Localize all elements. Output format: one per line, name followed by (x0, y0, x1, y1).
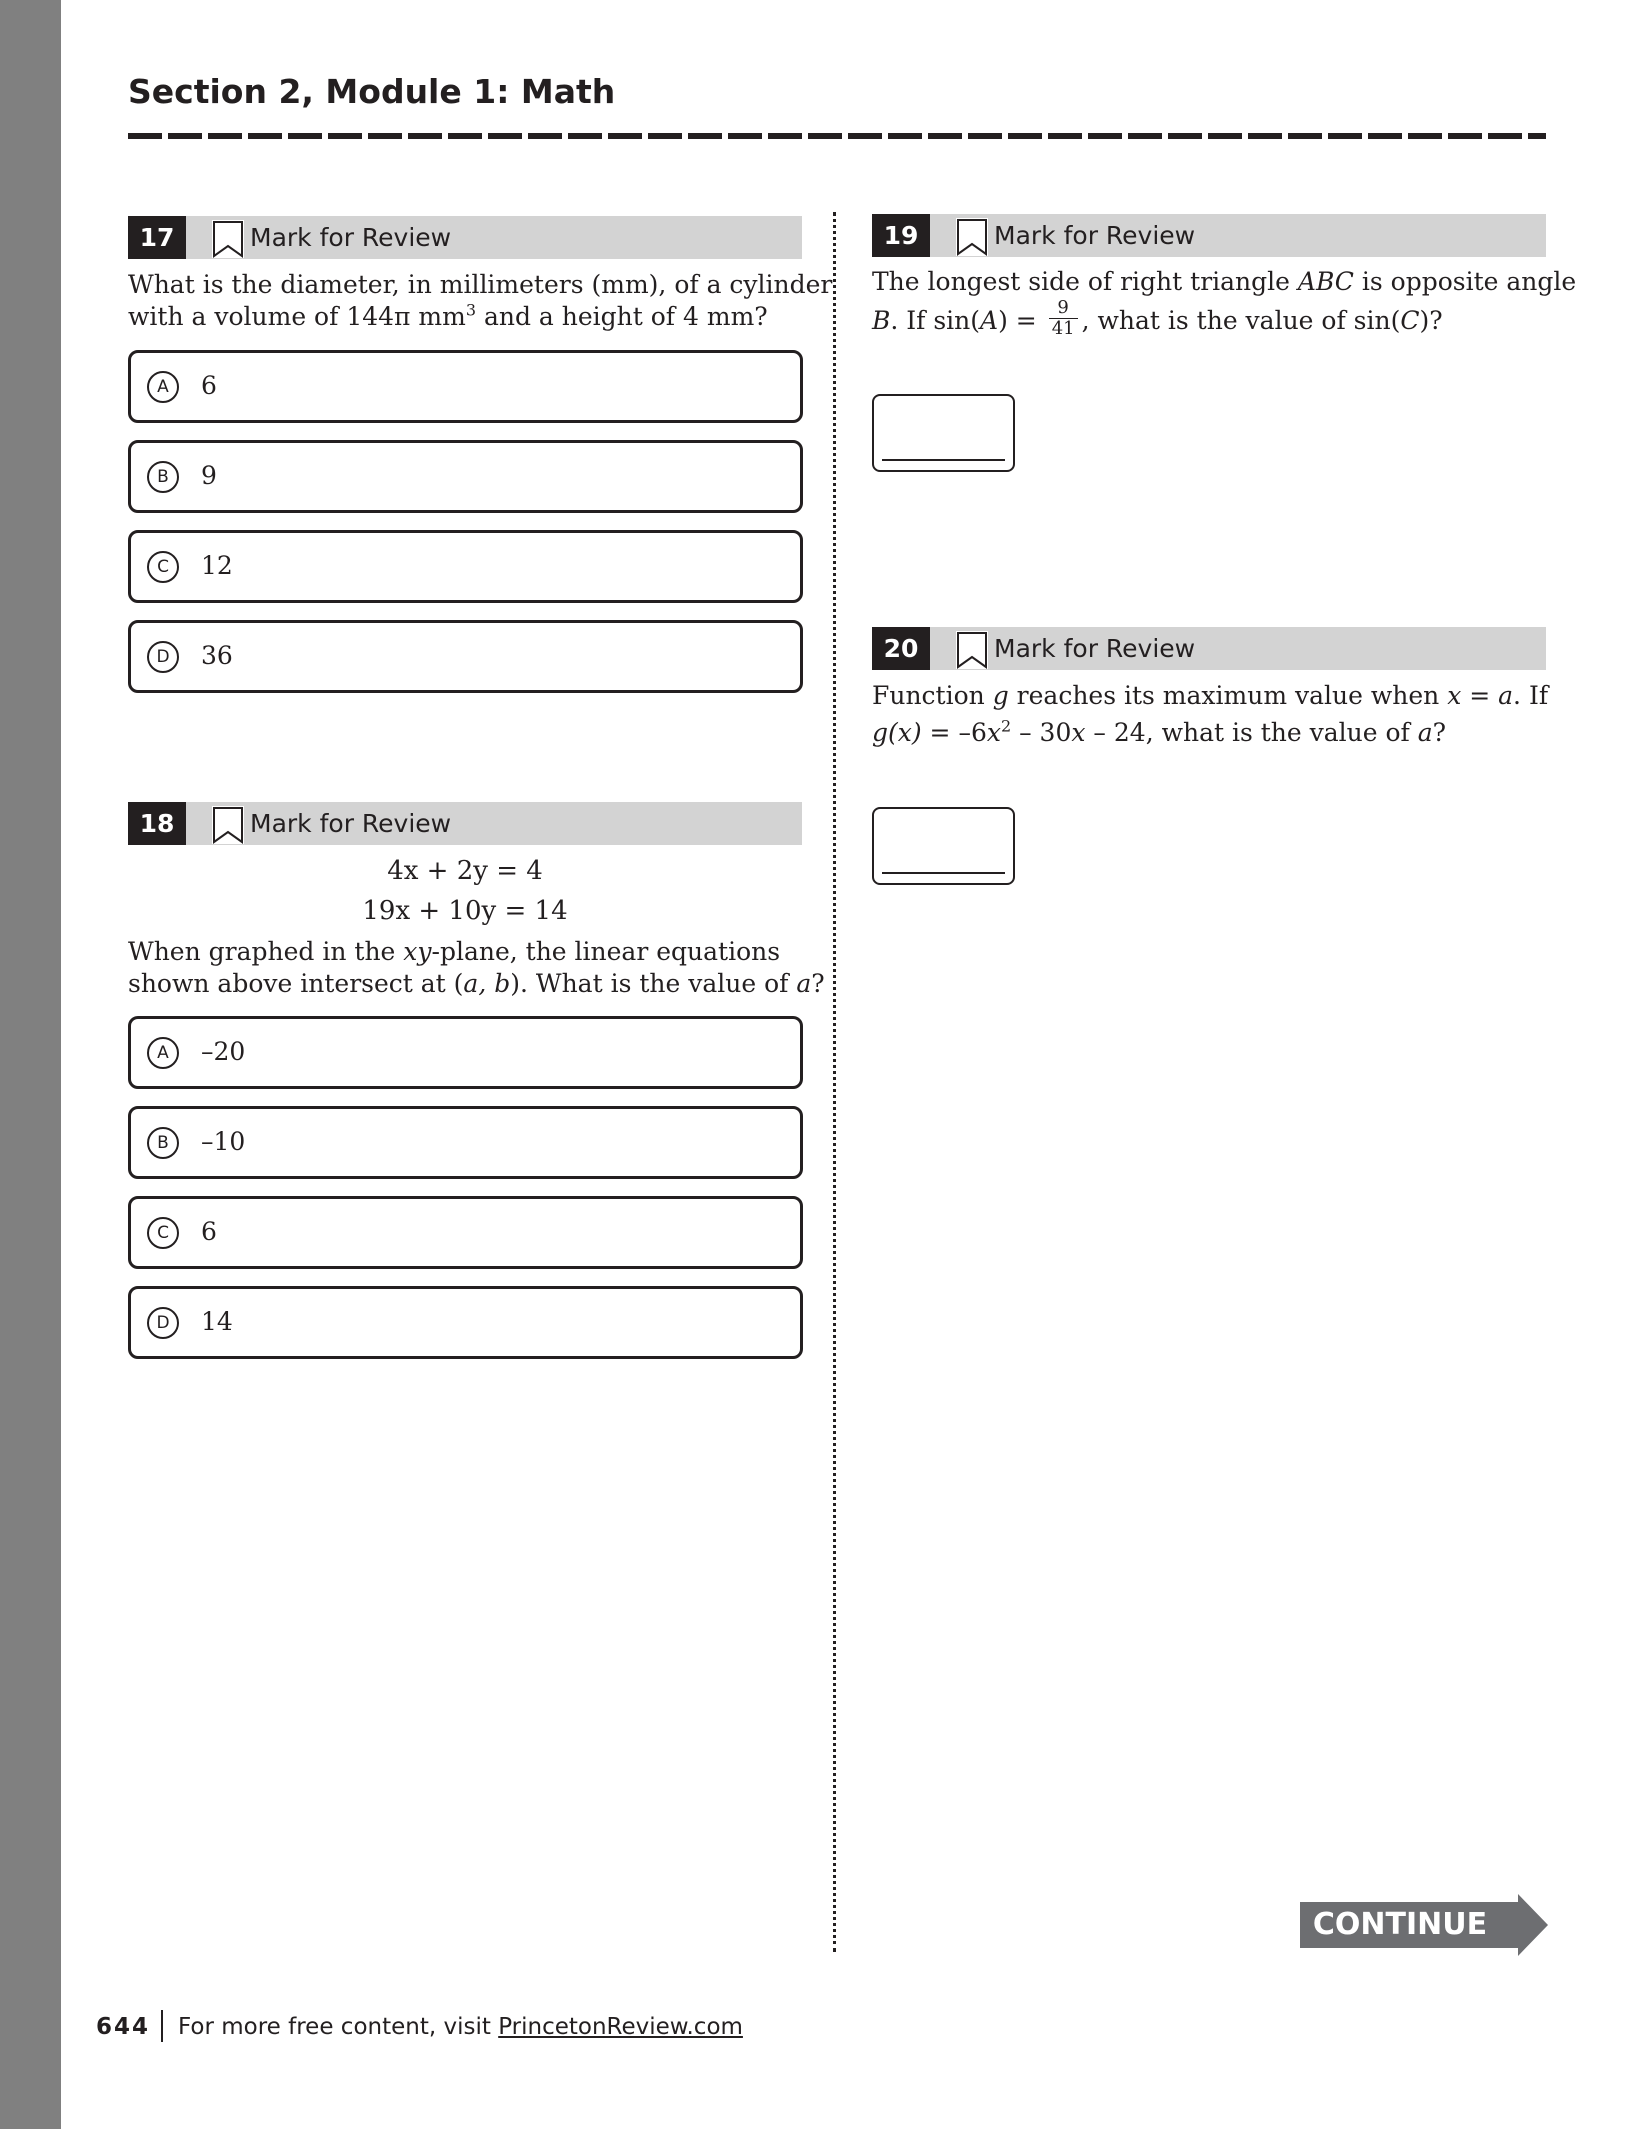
q17-choice-b[interactable] (128, 440, 803, 513)
q19-answer-input[interactable] (872, 394, 1015, 472)
fraction: $\frac{9}{41}$ (1049, 298, 1078, 339)
choice-letter-b: B (147, 1127, 179, 1159)
q18-choice-a[interactable] (128, 1016, 803, 1089)
choice-letter-a: A (147, 371, 179, 403)
q17-stem (128, 269, 832, 333)
bookmark-icon[interactable] (956, 631, 988, 669)
q20-number: 20 (872, 627, 930, 670)
q20-stem (872, 680, 1548, 749)
q18-header (128, 802, 802, 845)
q20-header (872, 627, 1546, 670)
q18-number: 18 (128, 802, 186, 845)
q20-answer-input[interactable] (872, 807, 1015, 885)
choice-text: 14 (201, 1307, 233, 1336)
q19-stem-line2: B. If sin(A) = $\frac{9}{41}$ , what is the value of sin(C)? (872, 297, 1443, 339)
choice-text: 6 (201, 1217, 217, 1246)
choice-letter-d: D (147, 641, 179, 673)
mark-for-review-label[interactable]: Mark for Review (994, 221, 1196, 250)
page-edge-bar (0, 0, 61, 2129)
section-title: Section 2, Module 1: Math (128, 72, 616, 111)
q19-header (872, 214, 1546, 257)
q20-stem-line1: Function g reaches its maximum value when x = a. If (872, 681, 1549, 710)
footer-link[interactable]: PrincetonReview.com (498, 2014, 743, 2040)
choice-letter-b: B (147, 461, 179, 493)
q18-stem-line1: When graphed in the xy-plane, the linear equations (128, 937, 781, 966)
q19-stem-line1: The longest side of right triangle ABC is opposite angle (872, 267, 1577, 296)
mark-for-review-label[interactable]: Mark for Review (250, 223, 452, 252)
q18-stem (128, 936, 825, 1000)
q17-number: 17 (128, 216, 186, 259)
choice-text: –10 (201, 1127, 246, 1156)
mark-for-review-label[interactable]: Mark for Review (994, 634, 1196, 663)
continue-button[interactable] (1300, 1894, 1548, 1956)
q18-choice-b[interactable] (128, 1106, 803, 1179)
column-divider (833, 212, 836, 1952)
choice-letter-c: C (147, 1217, 179, 1249)
q17-stem-line1: What is the diameter, in millimeters (mm), of a cylinder (128, 270, 833, 299)
q17-choice-c[interactable] (128, 530, 803, 603)
choice-text: –20 (201, 1037, 246, 1066)
choice-text: 36 (201, 641, 233, 670)
footer-text: For more free content, visit PrincetonReview.com (178, 2014, 743, 2040)
choice-text: 9 (201, 461, 217, 490)
bookmark-icon[interactable] (956, 218, 988, 256)
continue-label: CONTINUE (1312, 1907, 1488, 1942)
choice-letter-a: A (147, 1037, 179, 1069)
q18-equation-1: 4x + 2y = 4 (387, 856, 543, 886)
footer-separator (161, 2010, 163, 2042)
q17-stem-line2: with a volume of 144π $mm^3$ and a height of 4 mm? (128, 300, 768, 331)
q18-equation-2: 19x + 10y = 14 (362, 896, 568, 926)
header-rule (128, 133, 1546, 139)
choice-text: 12 (201, 551, 233, 580)
page-number: 644 (96, 2014, 151, 2040)
q18-choice-d[interactable] (128, 1286, 803, 1359)
q18-stem-line2: shown above intersect at (a, b). What is the value of a? (128, 969, 825, 998)
choice-letter-d: D (147, 1307, 179, 1339)
q19-number: 19 (872, 214, 930, 257)
choice-letter-c: C (147, 551, 179, 583)
q17-header (128, 216, 802, 259)
choice-text: 6 (201, 371, 217, 400)
answer-line (882, 872, 1005, 874)
q20-stem-line2: $g(x) = -6x^2 - 30x - 24$, what is the value of a? (872, 716, 1447, 747)
bookmark-icon[interactable] (212, 220, 244, 258)
q17-choice-a[interactable] (128, 350, 803, 423)
bookmark-icon[interactable] (212, 806, 244, 844)
q17-choice-d[interactable] (128, 620, 803, 693)
q18-choice-c[interactable] (128, 1196, 803, 1269)
answer-line (882, 459, 1005, 461)
mark-for-review-label[interactable]: Mark for Review (250, 809, 452, 838)
q19-stem (872, 266, 1576, 343)
